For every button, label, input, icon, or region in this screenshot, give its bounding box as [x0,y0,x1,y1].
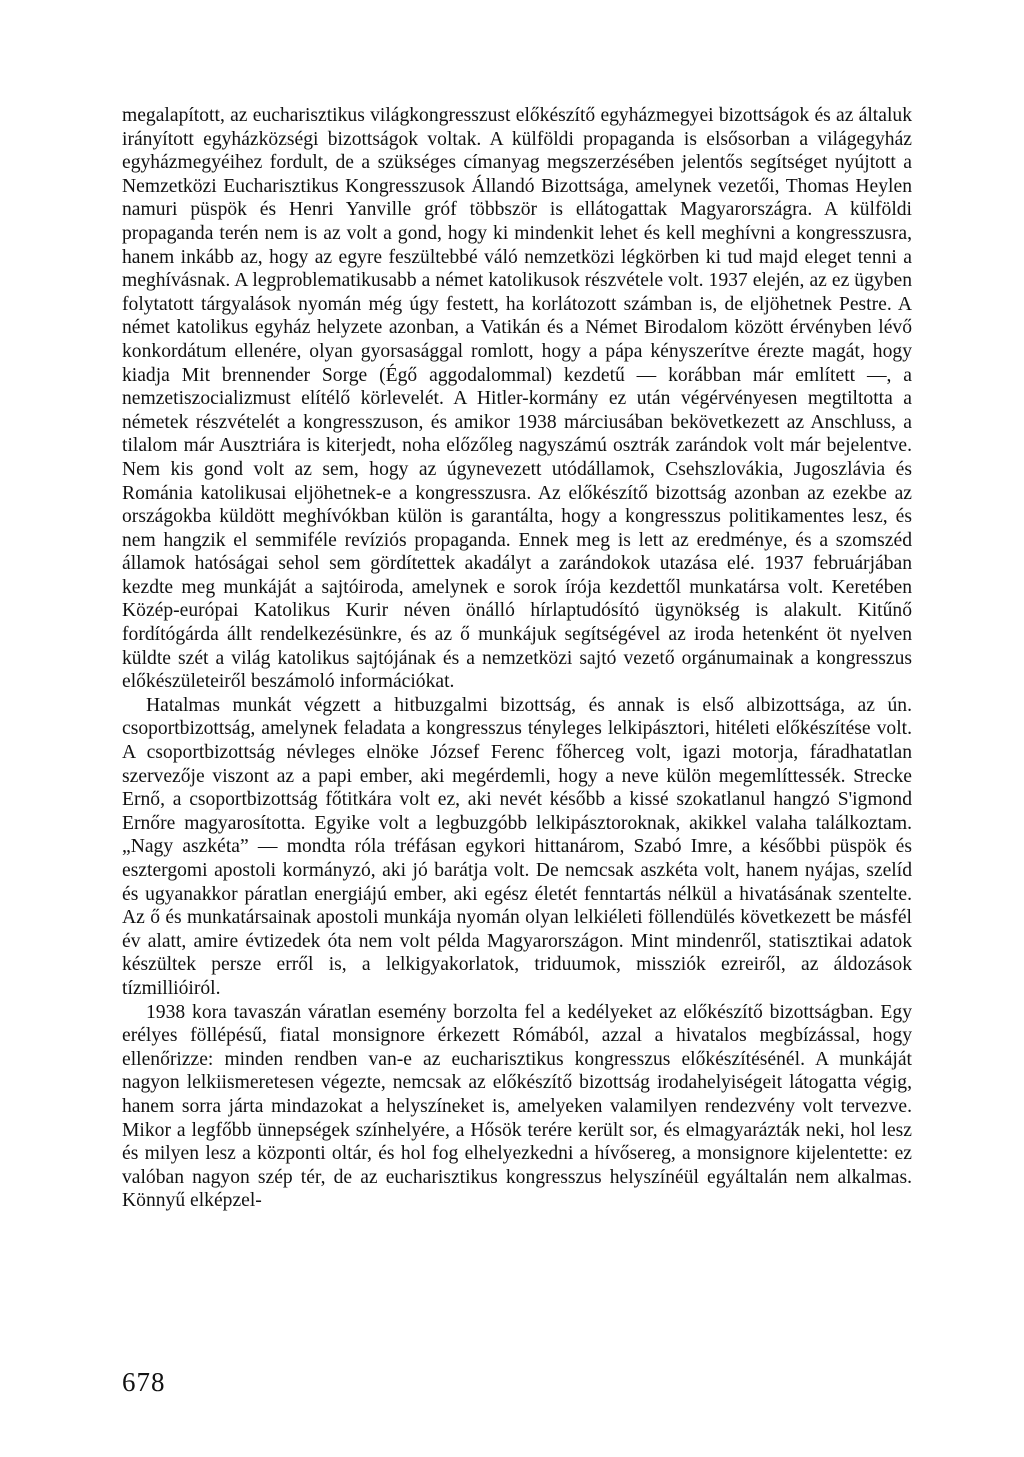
page-body [122,104,912,1213]
page-number: 678 [122,1367,166,1397]
paragraph-3: 1938 kora tavaszán váratlan esemény borzolta fel a kedélyeket az előkészítő bizottságban. Egy erélyes föllépésű, fiatal monsignore érkezett Rómából, azzal a hivatalos megbízással, hogy ellenőrizze: minden rendben van-e az eucharisztikus kongresszus előkészítésénél. A munkáját nagyon lelkiismeretesen végezte, nemcsak az előkészítő bizottság irodahelyiségeit látogatta végig, hanem sorra járta mindazokat a helyszíneket is, amelyeken valamilyen rendezvény volt tervezve. Mikor a legfőbb ünnepségek színhelyére, a Hősök terére került sor, és elmagyarázták neki, hol lesz és milyen lesz a központi oltár, és hol fog elhelyezkedni a hívősereg, a monsignore kijelentette: ez valóban nagyon szép tér, de az eucharisztikus kongresszus helyszínéül egyáltalán nem alkalmas. Könnyű elképzel- [122,1001,912,1212]
paragraph-2: Hatalmas munkát végzett a hitbuzgalmi bizottság, és annak is első albizottsága, az ún. csoportbizottság, amelynek feladata a kongresszus tényleges lelkipásztori, hitéleti előkészítése volt. A csoportbizottság névleges elnöke József Ferenc főherceg volt, igazi motorja, fáradhatatlan szervezője viszont az a papi ember, aki megérdemli, hogy a neve külön megemlíttessék. Strecke Ernő, a csoportbizottság főtitkára volt ez, aki nevét később a kissé szokatlanul hangzó S'igmond Ernőre magyarosította. Egyike volt a legbuzgóbb lelkipásztoroknak, akikkel valaha találkoztam. „Nagy aszkéta” — mondta róla tréfásan egykori hittanárom, Szabó Imre, a későbbi püspök és esztergomi apostoli kormányzó, aki jó barátja volt. De nemcsak aszkéta volt, hanem nyájas, szelíd és ugyanakkor páratlan energiájú ember, aki egész életét fenntartás nélkül a hivatásának szentelte. Az ő és munkatársainak apostoli munkája nyomán olyan lelkiéleti föllendülés következett be másfél év alatt, amire évtizedek óta nem volt példa Magyarországon. Mint mindenről, statisztikai adatok készültek persze erről is, a lelkigyakorlatok, triduumok, missziók ezreiről, az áldozások tízmillióiról. [122,694,912,999]
paragraph-1: megalapított, az eucharisztikus világkongresszust előkészítő egyházmegyei bizottságok és az általuk irányított egyházközségi bizottságok voltak. A külföldi propaganda is elsősorban a világegyház egyházmegyéihez fordult, de a szükséges címanyag megszerzésében jelentős segítséget nyújtott a Nemzetközi Eucharisztikus Kongresszusok Állandó Bizottsága, amelynek vezetői, Thomas Heylen namuri püspök és Henri Yanville gróf többször is ellátogattak Magyarországra. A külföldi propaganda terén nem is az volt a gond, hogy ki mindenkit lehet és kell meghívni a kongresszusra, hanem inkább az, hogy az egyre feszültebbé váló nemzetközi légkörben ki tud majd eleget tenni a meghívásnak. A legproblematikusabb a német katolikusok részvétele volt. 1937 elején, az ez ügyben folytatott tárgyalások nyomán még úgy festett, ha korlátozott számban is, de eljöhetnek Pestre. A német katolikus egyház helyzete azonban, a Vatikán és a Német Birodalom között érvényben lévő konkordátum ellenére, olyan gyorsasággal romlott, hogy a pápa kényszerítve érezte magát, hogy kiadja Mit brennender Sorge (Égő aggodalommal) kezdetű — korábban már említett —, a nemzetiszocializmust elítélő körlevelét. A Hitler-kormány ez után végérvényesen megtiltotta a németek részvételét a kongresszuson, és amikor 1938 márciusában bekövetkezett az Anschluss, a tilalom már Ausztriára is kiterjedt, noha előzőleg nagyszámú osztrák zarándok volt már bejelentve. Nem kis gond volt az sem, hogy az úgynevezett utódállamok, Csehszlovákia, Jugoszlávia és Románia katolikusai eljöhetnek-e a kongresszusra. Az előkészítő bizottság azonban az ezekbe az országokba küldött meghívókban külön is garantálta, hogy a kongresszus politikamentes lesz, és nem hangzik el semmiféle revíziós propaganda. Ennek meg is lett az eredménye, és a szomszéd államok hatóságai sehol sem gördítettek akadályt a zarándokok utazása elé. 1937 februárjában kezdte meg munkáját a sajtóiroda, amelynek e sorok írója kezdettől munkatársa volt. Keretében Közép-európai Katolikus Kurir néven önálló hírlaptudósító ügynökség is alakult. Kitűnő fordítógárda állt rendelkezésünkre, és az ő munkájuk segítségével az iroda hetenként öt nyelven küldte szét a világ katolikus sajtójának és a nemzetközi sajtó vezető orgánumainak a kongresszus előkészületeiről beszámoló információkat. [122,105,912,693]
